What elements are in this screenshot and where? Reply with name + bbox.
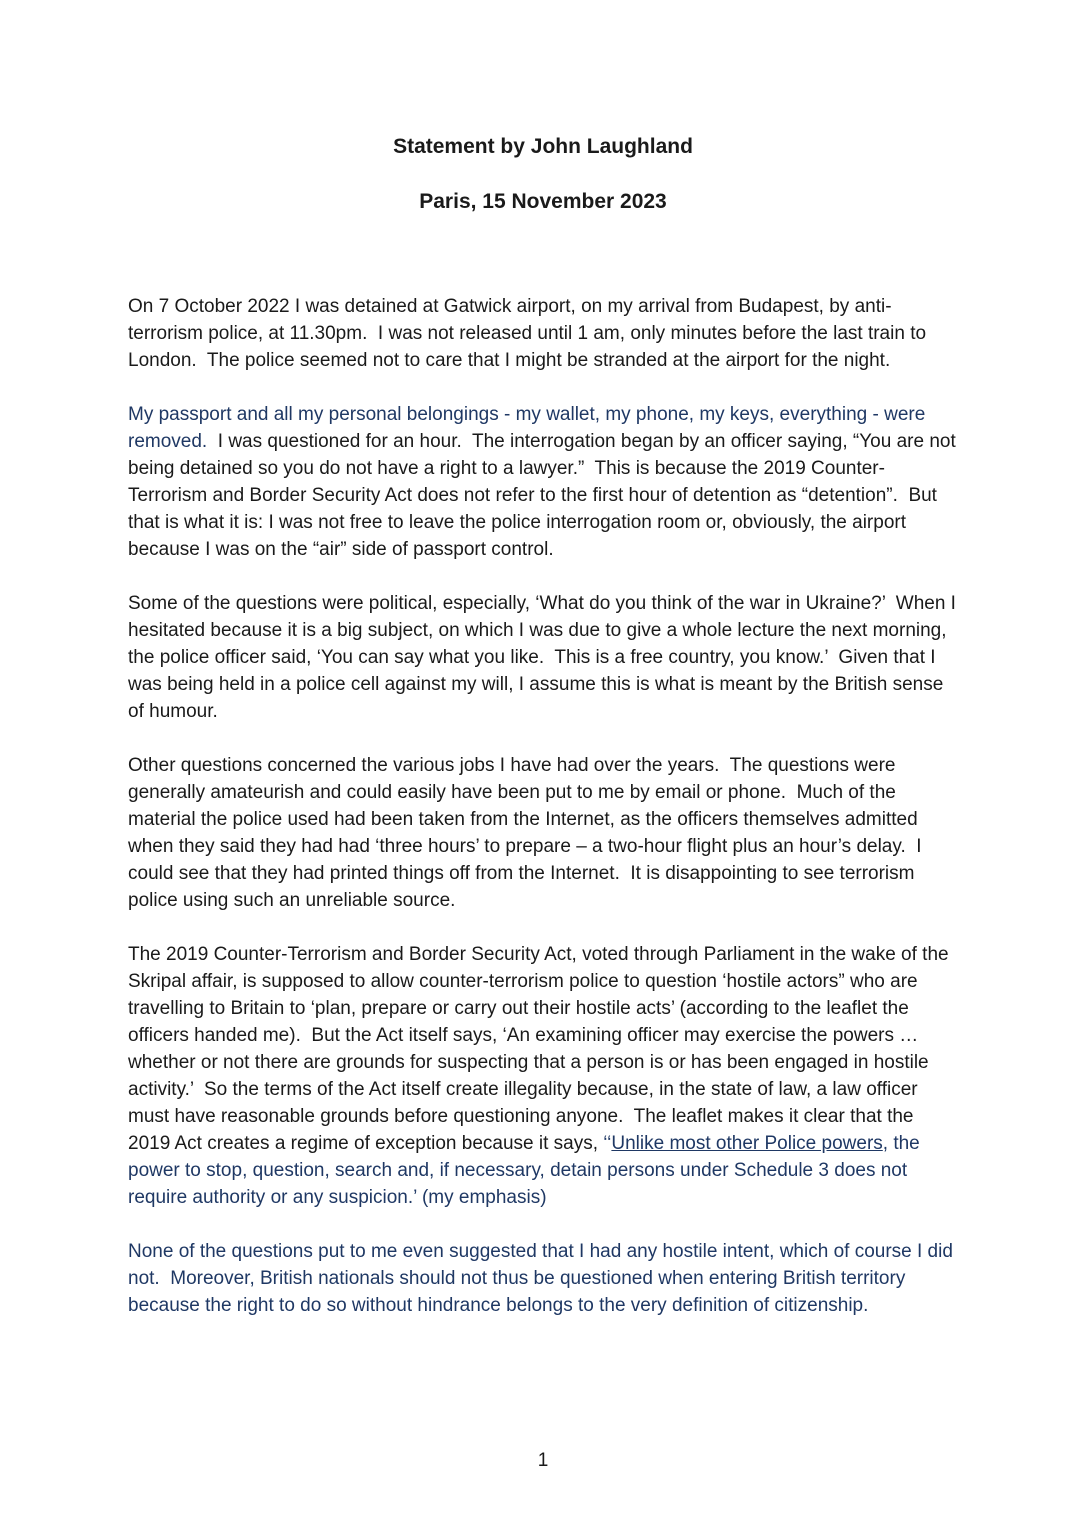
text-run: The 2019 Counter-Terrorism and Border Security Act, voted through Parliament in the wake of the Skripal affair, is supposed to allow counter-terrorism police to question ‘hostile actors” who are travelling to Britain to ‘plan, prepare or carry out their hostile acts’ (according to the leaflet the officers handed me). But the Act itself says, ‘An examining officer may exercise the powers … whether or not there are grounds for suspecting that a person is or has been engaged in hostile activity.’ So the terms of the Act itself create illegality because, in the state of law, a law officer must have reasonable grounds before questioning anyone. The leaflet makes it clear that the 2019 Act creates a regime of exception because it says, bbox=[128, 944, 954, 1154]
text-run: Other questions concerned the various jobs I have had over the years. The questions were generally amateurish and could easily have been put to me by email or phone. Much of the material the police used had been taken from the Internet, as the officers themselves admitted when they said they had had ‘three hours’ to prepare – a two-hour flight plus an hour’s delay. I could see that they had printed things off from the Internet. It is disappointing to see terrorism police using such an unreliable source. bbox=[128, 755, 927, 911]
page-number: 1 bbox=[537, 1450, 549, 1471]
text-run: I was questioned for an hour. The interrogation began by an officer saying, “You are not being detained so you do not have a right to a lawyer.” This is because the 2019 Counter-Terrorism and Border Security Act does not refer to the first hour of detention as “detention”. But that is what it is: I was not free to leave the police interrogation room or, obviously, the airport because I was on the “air” side of passport control. bbox=[128, 431, 962, 560]
paragraph bbox=[128, 590, 962, 725]
text-run: My passport and all my personal belongings - my wallet, my phone, my keys, everything - were removed. bbox=[128, 404, 931, 452]
text-run: Unlike most other Police powers bbox=[611, 1133, 883, 1154]
paragraph bbox=[128, 752, 958, 914]
document-subtitle: Paris, 15 November 2023 bbox=[419, 190, 667, 213]
document-body bbox=[128, 293, 962, 1319]
text-run: , the power to stop, question, search and, if necessary, detain persons under Schedule 3 does not require authority or any suspicion.’ (my emphasis) bbox=[128, 1133, 926, 1208]
paragraph bbox=[128, 293, 958, 374]
text-run: Some of the questions were political, especially, ‘What do you think of the war in Ukraine?’ When I hesitated because it is a big subject, on which I was due to give a whole lecture the next morning, the police officer said, ‘You can say what you like. This is a free country, you know.’ Given that I was being held in a police cell against my will, I assume this is what is meant by the British sense of humour. bbox=[128, 593, 962, 722]
paragraph bbox=[128, 1238, 958, 1319]
text-run: None of the questions put to me even suggested that I had any hostile intent, which of course I did not. Moreover, British nationals should not thus be questioned when entering British territory because the right to do so without hindrance belongs to the very definition of citizenship. bbox=[128, 1241, 959, 1316]
text-run: On 7 October 2022 I was detained at Gatwick airport, on my arrival from Budapest, by anti-terrorism police, at 11.30pm. I was not released until 1 am, only minutes before the last train to London. The police seemed not to care that I might be stranded at the airport for the night. bbox=[128, 296, 932, 371]
paragraph bbox=[128, 941, 958, 1211]
paragraph bbox=[128, 401, 962, 563]
text-run: ‘‘ bbox=[603, 1133, 612, 1154]
document-title: Statement by John Laughland bbox=[393, 135, 693, 158]
